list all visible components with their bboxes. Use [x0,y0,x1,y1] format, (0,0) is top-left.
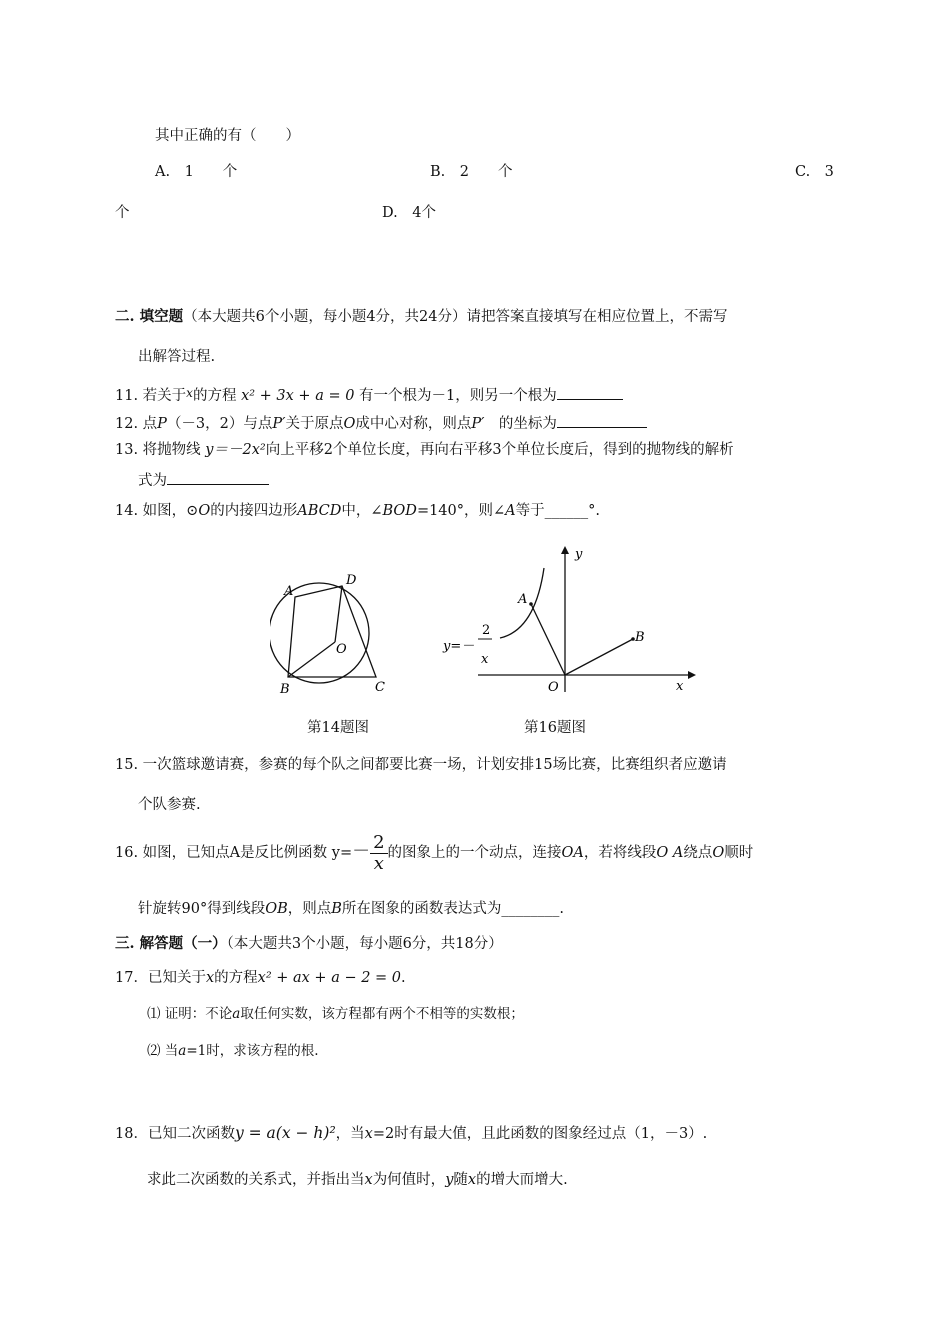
question-13-line2 [138,470,269,490]
fig14-label-o: O [336,642,347,657]
section3-header [115,935,503,953]
q16-text4: 绕点 [683,845,713,861]
q17-sub2-text2: =1时，求该方程的根. [186,1043,319,1059]
q18-equation: y = a(x − h)² [234,1124,336,1142]
fig14-segment-od [335,586,342,642]
q16-fraction-den: x [373,852,384,874]
q12-text: 12. 点 [115,416,158,432]
q12-point-p: P [157,416,167,432]
fig16-segment-oa [531,604,565,675]
q12-answer-blank[interactable] [557,413,647,428]
question-16 [115,832,753,874]
fig14-label-c: C [375,680,385,695]
q18-line2-var-x: x [364,1172,373,1188]
q14-text3: 中，∠ [341,503,383,519]
q11-var: x [186,386,193,400]
q12-origin: O [343,416,356,432]
q10-option-d: D. 4个 [382,205,436,221]
q16-line2-text3: 所在图象的函数表达式为________. [341,901,565,917]
question-18 [115,1124,707,1143]
q17-sub2-text: ⑵ 当 [147,1043,179,1059]
q11-answer-blank[interactable] [557,385,623,400]
fig16-label-o: O [548,680,559,695]
q13-text: 13. 将抛物线 [115,442,201,458]
q17-sub2 [147,1043,319,1059]
q13-line2-text: 式为 [138,473,167,489]
q16-text2: 的图象上的一个动点，连接 [387,845,562,861]
q18-text: 18．已知二次函数 [115,1126,235,1142]
fig16-label-x: x [676,679,684,694]
q16-minus: － [352,841,371,862]
q11-text2: 的方程 [192,388,237,404]
q17-sub1-var: a [232,1006,241,1022]
q16-point-b: B [331,901,342,917]
q12-text5: 的坐标为 [484,416,557,432]
q17-sub1-text: ⑴ 证明：不论 [147,1006,233,1022]
q16-text3: ，若将线段 [583,845,657,861]
q14-angle-bod: BOD [382,503,417,519]
fig16-segment-ob [565,639,633,675]
section2-desc: （本大题共6个小题，每小题4分，共24分）请把答案直接填写在相应位置上，不需写 [183,309,728,325]
q16-segment-ob: OB [265,901,288,917]
q10-option-a: A. 1 个 [155,164,238,180]
figure-14 [270,560,400,700]
fig16-label-b: B [635,630,645,645]
question-16-line2 [138,901,564,918]
q11-text: 11. 若关于 [115,388,187,404]
question-15: 15. 一次篮球邀请赛，参赛的每个队之间都要比赛一场，计划安排15场比赛，比赛组织者应邀请 [115,757,727,773]
q11-equation: x² + 3x + a = 0 [241,388,355,404]
q17-sub2-var: a [178,1043,187,1059]
q14-circle-o: O [198,503,211,519]
question-18-line2 [147,1172,568,1189]
fig14-label-b: B [280,682,290,697]
q18-line2-var-y: y [445,1172,454,1188]
q17-text2: 的方程 [214,970,258,986]
fig14-label-a: A [284,584,294,599]
q18-text3: =2时有最大值，且此函数的图象经过点（1，－3）. [372,1126,708,1142]
q17-equation: x² + ax + a − 2 = 0 [257,970,402,986]
q16-text5: 顺时 [724,845,754,861]
fig16-x-arrow-icon [688,671,696,679]
q10-option-c: C. 3 [795,164,834,180]
q14-angle-a: A [505,503,516,519]
q13-equation: y＝－2x² [205,442,266,458]
fig16-caption: 第16题图 [524,720,586,736]
fig14-label-d: D [346,573,357,588]
fig16-y-arrow-icon [561,546,569,554]
q10-option-c-unit: 个 [115,205,130,221]
q16-fraction-num: 2 [370,833,387,854]
q16-point-o: O [712,845,725,861]
q18-line2-text3: 随 [453,1172,468,1188]
fig14-segment-ob [288,642,335,677]
q18-text2: ，当 [335,1126,365,1142]
q17-sub1 [147,1006,524,1022]
q12-point-p-prime-2: P′ [471,416,485,432]
q13-answer-blank[interactable] [167,470,269,485]
question-14 [115,503,600,520]
q16-line2-text2: ，则点 [287,901,332,917]
section2-header [115,308,728,326]
q18-var-x: x [364,1126,373,1142]
question-12 [115,413,647,433]
fig16-label-y: y [575,547,583,562]
q16-fraction [370,833,387,874]
q14-text4: =140°，则∠ [416,503,506,519]
fig16-fraction-num: 2 [482,623,491,638]
q12-text4: 成中心对称，则点 [355,416,472,432]
fig14-caption: 第14题图 [307,720,369,736]
figure-16 [440,540,700,700]
q17-text3: . [401,970,406,986]
section2-desc2: 出解答过程. [138,349,216,365]
q14-quad: ABCD [297,503,342,519]
section3-title: 三. 解答题（一） [115,935,227,952]
q18-line2-text: 求此二次函数的关系式，并指出当 [147,1172,365,1188]
q12-point-p-prime: P′ [272,416,286,432]
q12-text3: 关于原点 [285,416,344,432]
q17-text: 17．已知关于 [115,970,206,986]
fig16-label-a: A [518,592,528,607]
fig16-function-label: y=－ [443,639,475,654]
section2-title: 二. 填空题 [115,308,184,325]
q16-text: 16. 如图，已知点A是反比例函数 y= [115,845,353,861]
q17-var-x: x [205,970,215,986]
q10-stem: 其中正确的有（ ） [155,128,300,144]
q13-text2: 向上平移2个单位长度，再向右平移3个单位长度后，得到的抛物线的解析 [265,442,734,458]
q18-line2-text4: 的增大而增大. [476,1172,568,1188]
q16-segment-oa-2: O A [656,845,684,861]
q12-text2: （－3，2）与点 [166,416,273,432]
q11-text3: 有一个根为－1，则另一个根为 [359,388,557,404]
section3-desc: （本大题共3个小题，每小题6分，共18分） [226,936,503,952]
q14-text5: 等于______°. [515,503,601,519]
fig14-quadrilateral [288,586,376,677]
question-17 [115,970,406,987]
q14-text2: 的内接四边形 [210,503,298,519]
question-15-line2: 个队参赛. [138,797,201,813]
question-11 [115,385,623,405]
fig16-point-a [529,602,533,606]
q10-option-b: B. 2 个 [430,164,513,180]
q18-line2-text2: 为何值时， [372,1172,446,1188]
question-13 [115,442,734,459]
q16-line2-text: 针旋转90°得到线段 [138,901,266,917]
q16-segment-oa: OA [561,845,584,861]
fig16-fraction-den: x [481,652,489,667]
q18-line2-var-x2: x [467,1172,477,1188]
q14-text: 14. 如图，⊙ [115,503,199,519]
q17-sub1-text2: 取任何实数，该方程都有两个不相等的实数根； [240,1006,524,1022]
